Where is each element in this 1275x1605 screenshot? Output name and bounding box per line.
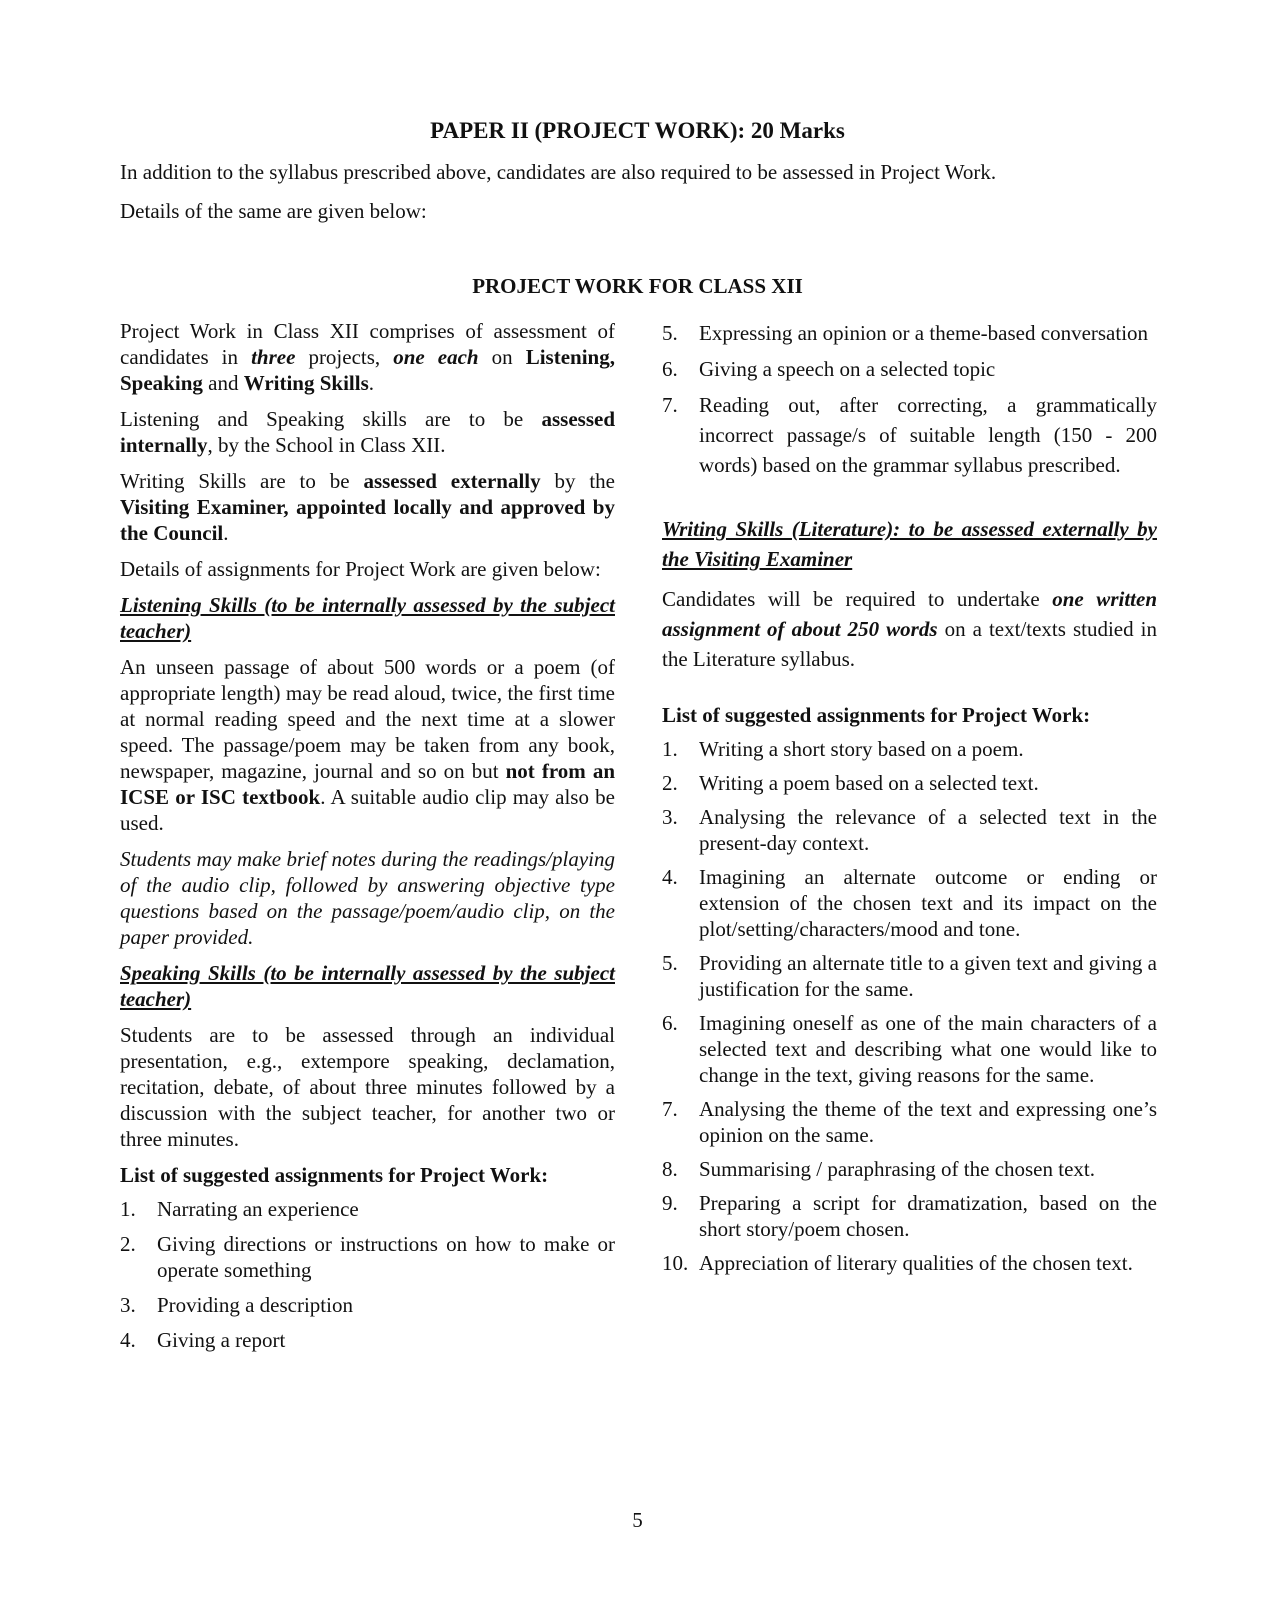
internal-assessment-paragraph: Listening and Speaking skills are to be assessed internally, by the School in Class XII. (120, 407, 615, 457)
list-item: 1. Narrating an experience (120, 1197, 359, 1221)
page-number: 5 (632, 1508, 643, 1532)
speaking-skills-heading: Speaking Skills (to be internally assessed by the subject teacher) (120, 961, 615, 1011)
list-item: 4. Imagining an alternate outcome or ending or extension of the chosen text and its impact on the plot/setting/characters/mood and tone. (662, 865, 1157, 941)
list-item: 7. Reading out, after correcting, a grammatically incorrect passage/s of suitable length (150 - 200 words) based on the grammar syllabus prescribed. (662, 393, 1157, 477)
intro-line-1: In addition to the syllabus prescribed above, candidates are also required to be assessed in Project Work. (120, 160, 997, 184)
list-item: 3. Providing a description (120, 1293, 353, 1317)
listening-skills-heading: Listening Skills (to be internally assessed by the subject teacher) (120, 593, 615, 643)
list-item: 10. Appreciation of literary qualities of the chosen text. (662, 1251, 1133, 1275)
list-item: 4. Giving a report (120, 1328, 286, 1352)
left-assignment-list (120, 1196, 615, 1353)
right-list-heading: List of suggested assignments for Project Work: (662, 703, 1091, 727)
list-item: 1. Writing a short story based on a poem. (662, 737, 1024, 761)
right-assignment-list (662, 736, 1157, 1276)
left-list-heading: List of suggested assignments for Project Work: (120, 1163, 549, 1187)
list-item: 7. Analysing the theme of the text and expressing one’s opinion on the same. (662, 1097, 1157, 1147)
list-item: 9. Preparing a script for dramatization, based on the short story/poem chosen. (662, 1191, 1157, 1241)
intro-line-2: Details of the same are given below: (120, 199, 427, 223)
listening-skills-note: Students may make brief notes during the readings/playing of the audio clip, followed by answering objective type questions based on the passage/poem/audio clip, on the paper provided. (120, 847, 615, 949)
list-item: 3. Analysing the relevance of a selected text in the present-day context. (662, 805, 1157, 855)
speaking-skills-paragraph: Students are to be assessed through an individual presentation, e.g., extempore speaking, declamation, recitation, debate, of about three minutes followed by a discussion with the subject teacher, for another two or three minutes. (120, 1023, 615, 1151)
list-item: 2. Writing a poem based on a selected text. (662, 771, 1039, 795)
writing-skills-paragraph: Candidates will be required to undertake one written assignment of about 250 words on a text/texts studied in the Literature syllabus. (662, 587, 1157, 671)
overview-paragraph: Project Work in Class XII comprises of assessment of candidates in three projects, one each on Listening, Speaking and Writing Skills. (120, 319, 615, 395)
listening-skills-paragraph: An unseen passage of about 500 words or a poem (of appropriate length) may be read aloud, twice, the first time at normal reading speed and the next time at a slower speed. The passage/poem may be taken from any book, newspaper, magazine, journal and so on but not from an ICSE or ISC textbook. A suitable audio clip may also be used. (120, 655, 615, 835)
section-title: PROJECT WORK FOR CLASS XII (472, 274, 803, 298)
assignments-details-paragraph: Details of assignments for Project Work are given below: (120, 557, 601, 581)
list-item: 6. Giving a speech on a selected topic (662, 357, 996, 381)
list-item: 2. Giving directions or instructions on how to make or operate something (120, 1232, 615, 1282)
list-item: 5. Providing an alternate title to a given text and giving a justification for the same. (662, 951, 1157, 1001)
paper-title: PAPER II (PROJECT WORK): 20 Marks (430, 118, 845, 143)
right-column (662, 318, 1157, 1284)
list-item: 6. Imagining oneself as one of the main characters of a selected text and describing what one would like to change in the text, giving reasons for the same. (662, 1011, 1157, 1087)
external-assessment-paragraph: Writing Skills are to be assessed externally by the Visiting Examiner, appointed locally and approved by the Council. (120, 469, 616, 545)
writing-skills-heading: Writing Skills (Literature): to be assessed externally by the Visiting Examiner (662, 517, 1157, 571)
right-top-list (662, 318, 1157, 480)
left-column (120, 318, 615, 1362)
list-item: 8. Summarising / paraphrasing of the chosen text. (662, 1157, 1095, 1181)
list-item: 5. Expressing an opinion or a theme-based conversation (662, 321, 1149, 345)
